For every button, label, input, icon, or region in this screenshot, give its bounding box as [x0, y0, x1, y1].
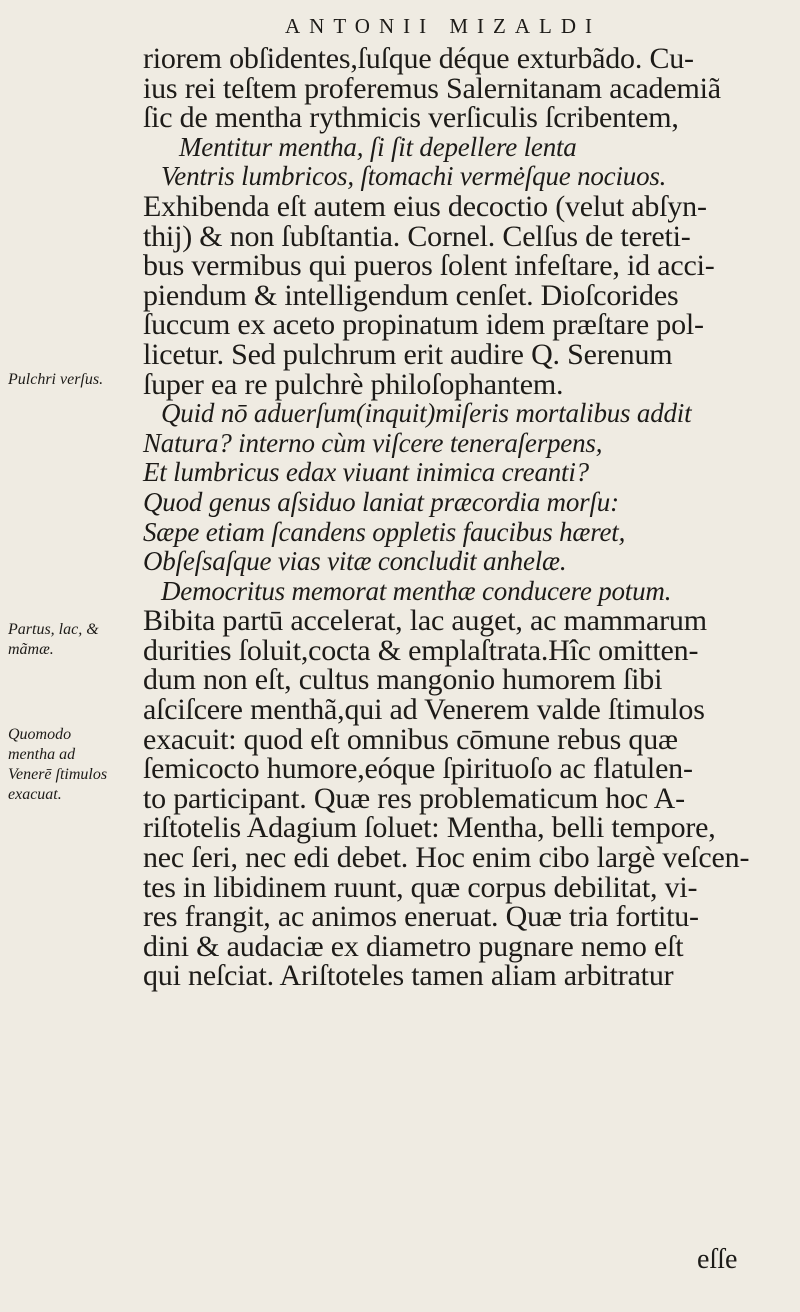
- text-line: dini & audaciæ ex diametro pugnare nemo eſt: [143, 929, 684, 963]
- running-header: ANTONII MIZALDI: [285, 14, 601, 38]
- text-line: Natura? interno cùm viſcere teneraſerpens,: [143, 427, 603, 458]
- text-line: riſtotelis Adagium ſoluet: Mentha, belli tempore,: [143, 811, 716, 845]
- text-line: piendum & intelligendum cenſet. Dioſcorides: [143, 278, 679, 312]
- text-line: bus vermibus qui pueros ſolent infeſtare, id acci-: [143, 249, 715, 283]
- text-line: res frangit, ac animos eneruat. Quæ tria fortitu-: [143, 900, 699, 934]
- text-line: to participant. Quæ res problematicum hoc A-: [143, 781, 685, 815]
- text-line: Exhibenda eſt autem eius decoctio (velut abſyn-: [143, 189, 707, 223]
- text-line: thij) & non ſubſtantia. Cornel. Celſus de tereti-: [143, 219, 691, 253]
- text-line: Ventris lumbricos, ſtomachi vermėſque nociuos.: [161, 161, 667, 192]
- text-line: Quod genus aſsiduo laniat præcordia morſu:: [143, 486, 619, 517]
- text-line: dum non eſt, cultus mangonio humorem ſibi: [143, 663, 663, 697]
- text-line: Mentitur mentha, ſi ſit depellere lenta: [179, 131, 577, 162]
- text-line: Sæpe etiam ſcandens oppletis faucibus hæret,: [143, 516, 626, 547]
- text-line: licetur. Sed pulchrum erit audire Q. Serenum: [143, 337, 673, 371]
- margin-note-pulchri: Pulchri verſus.: [8, 371, 104, 388]
- margin-note-partus: Partus, lac, & mãmæ.: [8, 621, 99, 658]
- text-line: ſemicocto humore,eóque ſpirituoſo ac flatulen-: [143, 752, 693, 786]
- text-line: Bibita partū accelerat, lac auget, ac mammarum: [143, 604, 707, 638]
- text-line: Democritus memorat menthæ conducere potum.: [161, 575, 672, 606]
- text-line: Quid nō aduerſum(inquit)miſeris mortalibus addit: [161, 398, 692, 429]
- text-line: exacuit: quod eſt omnibus cōmune rebus quæ: [143, 722, 678, 756]
- text-line: ſuper ea re pulchrè philoſophantem.: [143, 367, 564, 401]
- text-line: ſic de mentha rythmicis verſiculis ſcribentem,: [143, 101, 679, 135]
- text-line: aſciſcere menthã,qui ad Venerem valde ſtimulos: [143, 693, 705, 727]
- margin-note-quomodo: Quomodo mentha ad Venerē ſtimulos exacuat.: [8, 726, 108, 803]
- text-line: Obſeſsaſque vias vitæ concludit anhelæ.: [143, 546, 567, 577]
- text-line: ius rei teſtem proferemus Salernitanam academiã: [143, 71, 721, 105]
- text-line: Et lumbricus edax viuant inimica creanti?: [143, 457, 589, 488]
- text-line: durities ſoluit,cocta & emplaſtrata.Hîc omitten-: [143, 633, 699, 667]
- text-line: tes in libidinem ruunt, quæ corpus debilitat, vi-: [143, 870, 698, 904]
- text-line: ſuccum ex aceto propinatum idem præſtare pol-: [143, 308, 704, 342]
- main-text-block: [143, 44, 783, 991]
- catchword: eſſe: [697, 1244, 738, 1275]
- text-line: qui neſciat. Ariſtoteles tamen aliam arbitratur: [143, 959, 674, 993]
- text-line: riorem obſidentes,ſuſque déque exturbãdo. Cu-: [143, 42, 694, 75]
- text-line: nec ſeri, nec edi debet. Hoc enim cibo largè veſcen-: [143, 841, 750, 875]
